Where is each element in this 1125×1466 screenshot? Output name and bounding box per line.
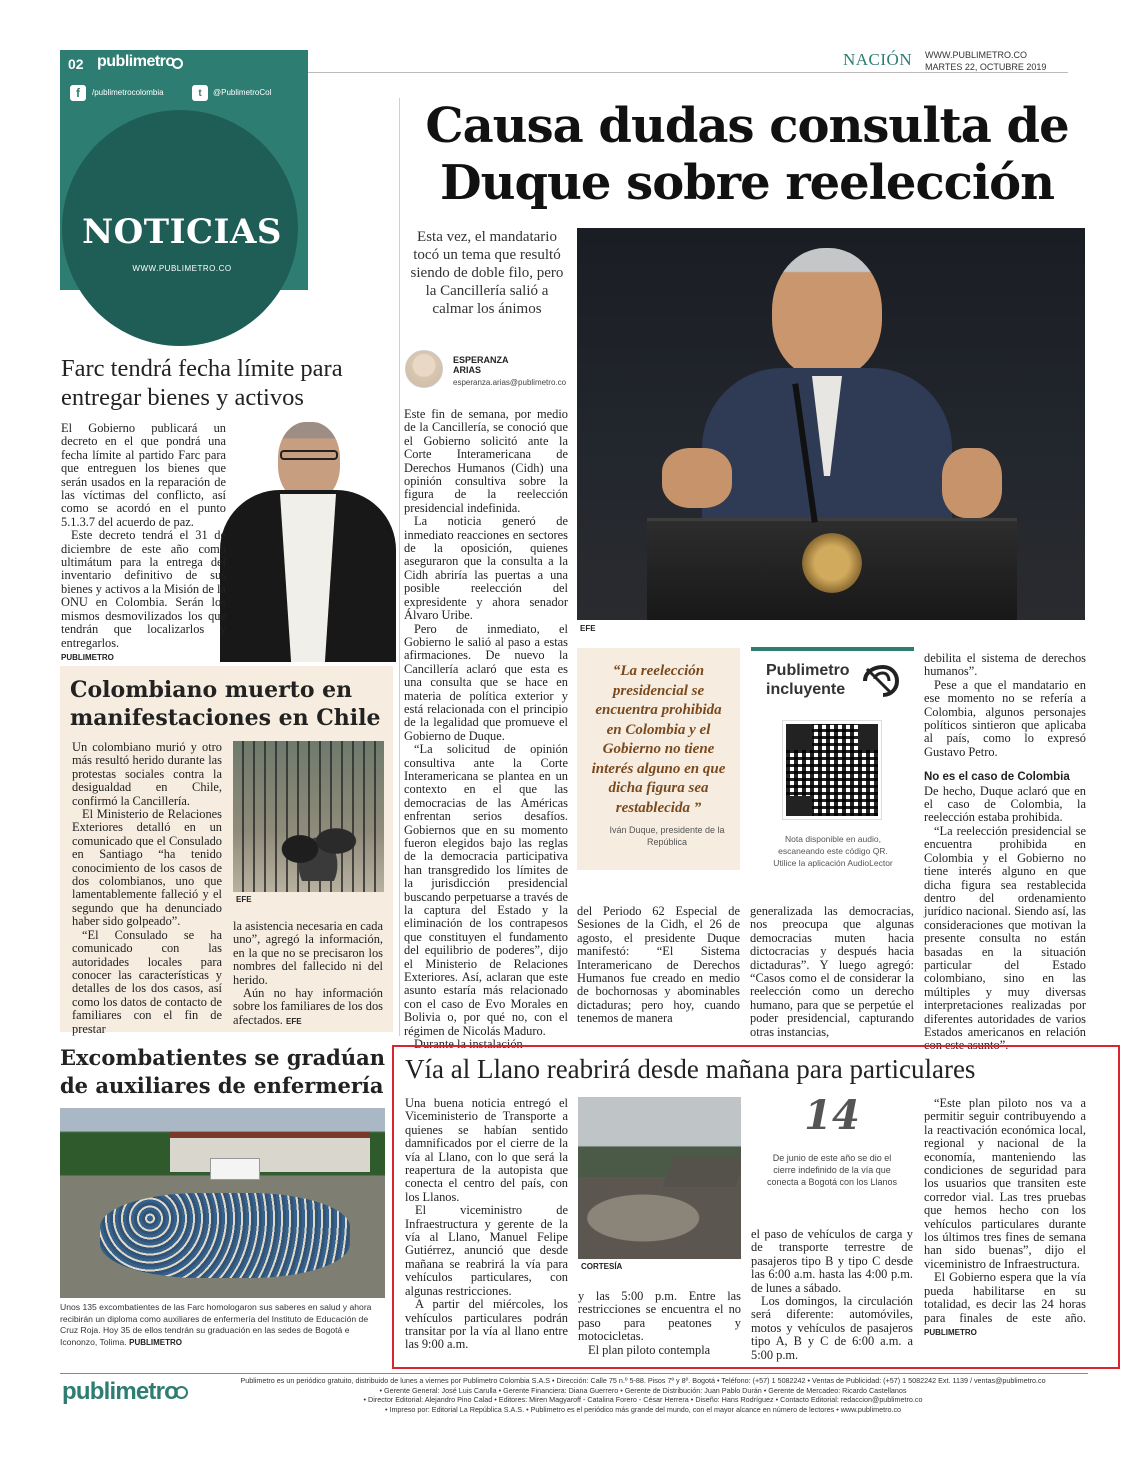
chile-photo (233, 741, 384, 892)
farc-p2: Este decreto tendrá el 31 de diciembre de este año como ultimátum para la entrega del inventario definitivo de sus bienes y activos a la Misión de la ONU en Colombia. Serán los mismos desmovilizados los que tendrán que localizarlos y entregarlos. (61, 528, 226, 650)
podium-emblem (802, 533, 862, 593)
main-headline (402, 98, 1092, 212)
nurses-group (100, 1193, 350, 1278)
inclusive-title-2: incluyente (766, 681, 846, 698)
footer-line-3: • Director Editorial: Alejandro Pino Calad • Editores: Miren Magyaroff - Catalina Forero - César Herrera • Diseño: Hans Rodríguez • Contacto Editorial: redaccion@publimetro.co (363, 1395, 923, 1404)
nurses-title: Excombatientes se gradúan de auxiliares de enfermería (60, 1045, 386, 1098)
globe-icon (172, 58, 183, 69)
chile-p4: la asistencia necesaria en cada uno”, agregó la información, en la que no se precisaron los nombres del fallecido ni del herido. (233, 919, 383, 987)
column-divider (399, 98, 400, 1036)
footer-line-2: • Gerente General: José Luis Carulla • Gerente Financiera: Diana Guerrero • Gerente de Distribución: Juan Pablo Durán • Gerente de Mercadeo: Ricardo Castellanos (379, 1385, 907, 1395)
facebook-icon[interactable]: f (70, 85, 86, 101)
author-name-2: ARIAS (453, 365, 482, 375)
facebook-handle[interactable]: /publimetrocolombia (92, 88, 164, 97)
author-name (453, 355, 509, 375)
ear-icon (861, 665, 899, 697)
footer-line-1: Publimetro es un periódico gratuito, distribuido de lunes a viernes por Publimetro Colombia S.A.S • Dirección: Calle 75 n.º 5-88. Pisos 7º y 8º. Bogotá • Teléfono: (+57) 1 5082242 • Ventas de Publicidad: (+57) 1 5082242 Ext. 1139 / ventas@publimetro.co (240, 1376, 1046, 1385)
llano-photo-credit: CORTESÍA (581, 1262, 623, 1271)
nurses-caption-text: Unos 135 excombatientes de las Farc homologaron sus saberes en salud y ahora recibirán un diploma como auxiliares de enfermería del Instituto de Educación de Cruz Roja. Hoy 35 de ellos tendrán su graduación en las sedes de Bogotá e Icononzo, Tolima. (60, 1302, 372, 1347)
nurses-ambulance (210, 1158, 260, 1180)
inclusive-title (766, 661, 850, 699)
footer-rule (60, 1373, 1088, 1374)
author-avatar (405, 350, 443, 388)
pull-quote: “La reelección presidencial se encuentra prohibida en Colombia y el Gobierno no tiene interés alguno en que dicha figura sea restablecida ” (591, 663, 726, 816)
chile-title: Colombiano muerto en manifestaciones en Chile (70, 677, 381, 731)
main-p2: La noticia generó de inmediato reacciones en sectores de la oposición, quienes aseguraron que la consulta a la Cidh abriría las puertas a una posible reelección del expresidente y ahora senador Álvaro Uribe. (404, 514, 568, 623)
main-col4-p2: Pese a que el mandatario en ese momento no se refería a Colombia, algunos personajes políticos sintieron que aplicaba al país, como lo expresó Gustavo Petro. (924, 677, 1086, 759)
llano-credit: PUBLIMETRO (924, 1327, 977, 1337)
main-headline-line-1: Causa dudas consulta de (425, 98, 1069, 154)
main-col4-p4: “La reelección presidencial se encuentra prohibida en Colombia y el Gobierno no tiene interés alguno en que dicha figura sea restablecida dentro del ordenamiento jurídico nacional. Siendo así, las consideraciones que motivan la presente consulta no están basadas en la situación particular del Estado colombiano, sino en las múltiples y muy diversas interpretaciones realizadas por diferentes autoridades de varios Estados americanos en relación con este asunto”. (924, 823, 1086, 1053)
author-name-1: ESPERANZA (453, 355, 509, 365)
farc-person-glasses (280, 450, 338, 460)
main-p5: Durante la instalación (414, 1037, 523, 1052)
author-email[interactable]: esperanza.arias@publimetro.co (453, 378, 567, 387)
llano-p9-text: El Gobierno espera que la vía pueda habilitarse en su totalidad, es decir las 24 horas para finales de este año. (924, 1270, 1086, 1325)
main-headline-line-2: Duque sobre reelección (439, 155, 1055, 211)
llano-p9 (924, 1271, 1086, 1339)
inclusive-title-1: Publimetro (766, 662, 850, 679)
main-p4: “La solicitud de opinión consultiva ante la Corte Interamericana se plantea en un contexto en el que las democracias de las Américas enfrentan serios desafíos. Gobiernos que en su momento fueron elegidos bajo las reglas de la democracia participativa han transgredido los límites de la jurisdicción presidencial buscando perpetuarse a través de la captura del Estado y la eliminación de los contrapesos que constituyen el fundamento del equilibrio de poderes”, dijo el Ministerio de Relaciones Exteriores. Así, aclaran que este asunto estaría más relacionado con el caso de Evo Morales en Bolivia o, por qué no, con el régimen de Nicolás Maduro. (404, 742, 568, 1038)
pull-quote-author: Iván Duque, presidente de la República (609, 825, 725, 847)
chile-col2 (233, 920, 383, 1028)
nurses-building (170, 1132, 370, 1172)
llano-stat-text: De junio de este año se dio el cierre indefinido de la vía que conecta a Bogotá con los Llanos (766, 1153, 898, 1187)
section-title: NOTICIAS (82, 212, 282, 252)
chile-p5 (233, 987, 383, 1028)
llano-photo (578, 1097, 741, 1259)
inclusive-note: Nota disponible en audio, escaneando este código QR. Utilice la aplicación AudioLector (773, 834, 893, 868)
llano-p3: A partir del miércoles, los vehículos particulares podrán transitar por la vía al llano entre las 9:00 a.m. (405, 1297, 568, 1352)
llano-p8: “Este plan piloto nos va a permitir seguir contribuyendo a la reactivación económica local, regional y nacional de la economía, manteniendo las condiciones de seguridad para los usuarios que transiten este corredor vial. Las tres pruebas que hemos hecho con los vehículos particulares durante los últimos tres fines de semana han sido buenas”, dijo el viceministro de Infraestructura. (924, 1096, 1086, 1271)
header-rule (308, 72, 1068, 73)
footer-line-4: • Impreso por: Editorial La República S.A.S. • Publimetro es el periódico más grande del mundo, con el mayor alcance en número de lectores • www.publimetro.co (384, 1404, 902, 1414)
main-article-col3: generalizada las democracias, nos preocupa que algunas democracias muten hacia dictocracias y después hacia dictaduras”. Y luego agregó: “Casos como el de considerar la reelección como un derecho humano, para que se perpetúe el poder presidencial, capturando otras instancias, (750, 904, 914, 1039)
main-article-col1 (404, 408, 568, 1052)
llano-col4 (924, 1097, 1086, 1339)
footer-globe-icon (175, 1386, 188, 1399)
page-number: 02 (68, 56, 84, 72)
main-p1: Este fin de semana, por medio de la Cancillería, se conoció que el Gobierno solicitó ante la Corte Interamericana de Derechos Humanos (Cidh) una opinión consultiva sobre la figura de la reelección presidencial indefinida. (404, 407, 568, 515)
chile-credit: EFE (286, 1016, 302, 1026)
main-photo-credit: EFE (580, 624, 596, 633)
llano-p7: Los domingos, la circulación será diferente: automóviles, motos y vehículos de pasajeros tipo A, B y C de 6:00 a.m. a 5:00 p.m. (751, 1294, 913, 1362)
llano-landslide (578, 1177, 741, 1259)
nurses-caption (60, 1302, 388, 1348)
llano-p2: El viceministro de Infraestructura y gerente de la vía al Llano, Manuel Felipe Gutiérrez, anunció que desde mañana se reabrirá la vía para vehículos particulares, con algunas restricciones. (405, 1203, 568, 1298)
issue-date: MARTES 22, OCTUBRE 2019 (925, 62, 1047, 72)
brand-logo: publimetro (97, 53, 175, 70)
chile-crowd (273, 801, 363, 881)
speaker-right-hand (942, 448, 1002, 518)
chile-p5-text: Aún no hay información sobre los familiares de los dos afectados. (233, 986, 383, 1027)
inclusive-box (751, 647, 914, 887)
site-url: WWW.PUBLIMETRO.CO (925, 50, 1027, 60)
llano-road (663, 1157, 741, 1187)
farc-credit: PUBLIMETRO (61, 652, 114, 662)
pull-quote-box (577, 648, 740, 870)
qr-code[interactable] (783, 721, 881, 819)
main-col4-p1: debilita el sistema de derechos humanos”. (924, 651, 1086, 679)
chile-p3: “El Consulado se ha comunicado con las autoridades locales para conocer las características y detalles de los dos casos, así como los datos de contacto de familiares con el fin de prestar (72, 927, 222, 1036)
nurses-credit: PUBLIMETRO (129, 1337, 182, 1347)
speaker-head (772, 248, 882, 378)
nurses-photo (60, 1108, 385, 1298)
twitter-handle[interactable]: @PublimetroCol (213, 88, 272, 97)
farc-photo (220, 412, 396, 662)
footer-logo: publimetro (62, 1378, 178, 1405)
farc-title: Farc tendrá fecha límite para entregar bienes y activos (61, 355, 343, 411)
speaker-left-hand (662, 448, 732, 508)
chile-p1: Un colombiano murió y otro más resultó herido durante las protestas sociales contra la desigualdad en Chile, confirmó la Cancillería. (72, 740, 222, 808)
section-label: NACIÓN (843, 50, 913, 69)
llano-col2 (578, 1290, 741, 1357)
llano-col1 (405, 1097, 568, 1352)
llano-p4: y las 5:00 p.m. Entre las restricciones se encuentra el no paso para peatones y motocicletas. (578, 1289, 741, 1344)
llano-p5: El plan piloto contempla (588, 1342, 711, 1357)
chile-photo-credit: EFE (236, 895, 252, 904)
main-article-col2: del Periodo 62 Especial de Sesiones de la Cidh, el 26 de agosto, el presidente Duque manifestó: “El Sistema Interamericano de Derechos Humanos fue creado en medio de bochornosas y abominables dictaduras; pero hoy, cuando tenemos de manera (577, 904, 740, 1026)
llano-stat-number: 14 (804, 1092, 860, 1139)
chile-col1 (72, 741, 222, 1036)
section-url: WWW.PUBLIMETRO.CO (132, 264, 232, 273)
duque-photo (577, 228, 1085, 620)
llano-p6: el paso de vehículos de carga y de transporte terrestre de pasajeros tipo B y tipo C desde las 6:00 a.m. hasta las 4:00 p.m. de lunes a sábado. (751, 1227, 913, 1295)
llano-title: Vía al Llano reabrirá desde mañana para particulares (405, 1054, 976, 1084)
main-col4-p3: De hecho, Duque aclaró que en el caso de Colombia, la reelección estaba prohibida. (924, 783, 1086, 825)
main-subhead: No es el caso de Colombia (924, 771, 1070, 784)
main-lead: Esta vez, el mandatario tocó un tema que resultó siendo de doble filo, pero la Cancillería salió a calmar los ánimos (410, 229, 564, 317)
main-p3: Pero de inmediato, el Gobierno le salió al paso a estas afirmaciones. De nuevo la Cancillería aclaró que esta es una consulta que se hace en materia de política exterior y está relacionada con el principio de la legalidad que promueve el Gobierno de Duque. (404, 621, 568, 743)
footer-credits (198, 1376, 1088, 1414)
llano-p1: Una buena noticia entregó el Viceministerio de Transporte a quienes se habían sentido damnificados por el cierre de la vía al Llano, con lo que será la reapertura de la autopista que conecta el centro del país, con los Llanos. (405, 1096, 568, 1204)
farc-p1: El Gobierno publicará un decreto en el que pondrá una fecha límite al partido Farc para que entreguen los bienes que serán usados en la reparación de las víctimas del conflicto, así como se acordó en el punto 5.1.3.7 del acuerdo de paz. (61, 421, 226, 529)
farc-text (61, 422, 226, 664)
llano-col3 (751, 1228, 913, 1362)
chile-p2: El Ministerio de Relaciones Exteriores detalló en un comunicado que el Consulado en Santiago “ha tenido conocimiento de los casos de dos colombianos, uno que lamentablemente falleció y el segundo que ha denunciado haber sido golpeado”. (72, 807, 222, 929)
main-article-col4 (924, 652, 1086, 1053)
twitter-icon[interactable]: t (192, 85, 208, 101)
